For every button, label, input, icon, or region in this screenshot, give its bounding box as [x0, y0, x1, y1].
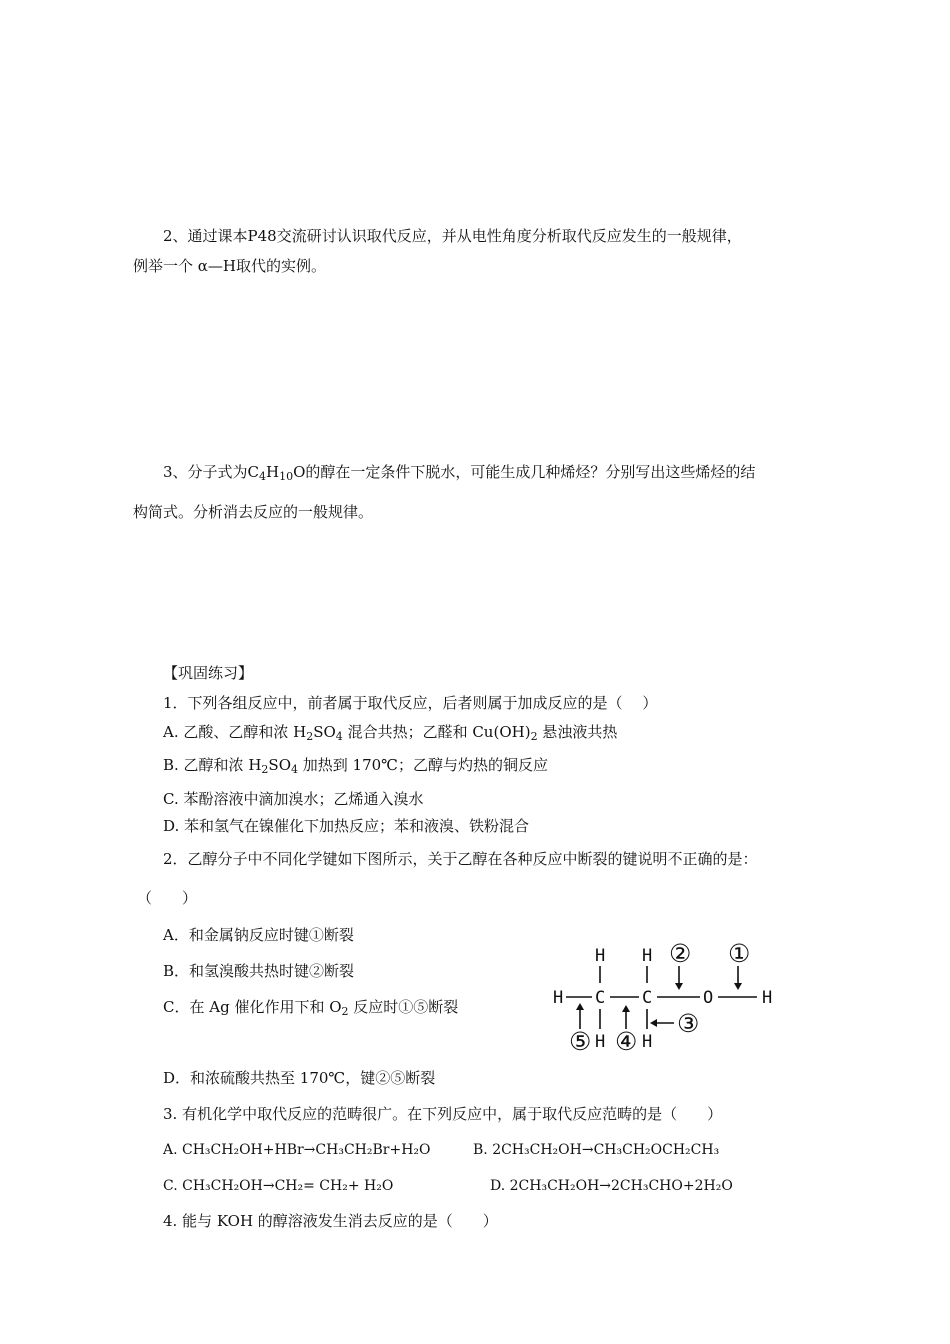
atom-h-c2-top: H [642, 946, 653, 966]
p1-stem: 1．下列各组反应中，前者属于取代反应，后者则属于加成反应的是（ ） [163, 694, 658, 712]
p1-option-c: C. 苯酚溶液中滴加溴水；乙烯通入溴水 [163, 790, 424, 808]
q2-line2: 例举一个 α—H取代的实例。 [133, 257, 326, 275]
p1-option-a [163, 722, 617, 747]
q3-text-a: 3、分子式为C [163, 463, 260, 481]
p1-a-sub3: 2 [530, 730, 538, 743]
p3-option-c: C. CH₃CH₂OH→CH₂= CH₂+ H₂O [163, 1178, 394, 1194]
bond-label-5: ⑤ [569, 1027, 592, 1056]
arrowhead-2 [675, 983, 683, 990]
bond-label-3: ③ [677, 1009, 700, 1038]
q3-subscript-2: 10 [279, 470, 294, 483]
atom-c1: C [595, 988, 606, 1008]
p1-b-sub1: 2 [261, 763, 269, 776]
atom-h-c1-top: H [595, 946, 606, 966]
q3-text-b: H [266, 463, 280, 481]
q3-text-c: O的醇在一定条件下脱水，可能生成几种烯烃？分别写出这些烯烃的结 [293, 463, 756, 481]
p1-a-sub2: 4 [335, 730, 343, 743]
atom-h-c2-bottom: H [642, 1032, 653, 1052]
p1-b-sub2: 4 [291, 763, 298, 776]
arrowhead-3 [650, 1019, 657, 1027]
p2-c-sub: 2 [341, 1005, 349, 1018]
bond-label-1: ① [728, 939, 751, 968]
p2-paren: （ ） [137, 889, 198, 907]
arrowhead-4 [622, 1005, 630, 1012]
q3-subscript-1: 4 [259, 470, 267, 483]
atom-c2: C [642, 988, 653, 1008]
p1-option-d: D. 苯和氢气在镍催化下加热反应；苯和液溴、铁粉混合 [163, 817, 530, 835]
p1-b-text3: 加热到 170℃；乙醇与灼热的铜反应 [298, 756, 548, 774]
q2-line1: 2、通过课本P48交流研讨认识取代反应，并从电性角度分析取代反应发生的一般规律， [163, 227, 742, 245]
atom-h-left: H [553, 988, 564, 1008]
q3-line2: 构简式。分析消去反应的一般规律。 [133, 503, 374, 521]
p1-a-text3: 混合共热；乙醛和 Cu(OH) [342, 723, 531, 741]
atom-h-c1-bottom: H [595, 1032, 606, 1052]
p1-a-sub1: 2 [306, 730, 314, 743]
p1-a-text2: SO [313, 723, 336, 741]
p2-c-text: C．在 Ag 催化作用下和 O [163, 998, 342, 1016]
arrowhead-5 [576, 1003, 584, 1010]
p4-stem: 4. 能与 KOH 的醇溶液发生消去反应的是（ ） [163, 1212, 498, 1230]
p2-option-d: D．和浓硫酸共热至 170℃，键②⑤断裂 [163, 1069, 436, 1087]
bond-label-4: ④ [615, 1027, 638, 1056]
p3-option-b: B. 2CH₃CH₂OH→CH₃CH₂OCH₂CH₃ [473, 1142, 720, 1158]
p2-c-text2: 反应时①⑤断裂 [348, 998, 459, 1016]
atom-h-right: H [762, 988, 773, 1008]
p2-stem: 2．乙醇分子中不同化学键如下图所示，关于乙醇在各种反应中断裂的键说明不正确的是： [163, 850, 758, 868]
p3-stem: 3. 有机化学中取代反应的范畴很广。在下列反应中，属于取代反应范畴的是（ ） [163, 1105, 723, 1123]
p1-b-text2: SO [268, 756, 291, 774]
p2-option-a: A．和金属钠反应时键①断裂 [163, 926, 354, 944]
p2-option-c [163, 997, 458, 1022]
p1-b-text: B. 乙醇和浓 H [163, 756, 262, 774]
p1-a-text4: 悬浊液共热 [537, 723, 618, 741]
p1-a-text: A. 乙酸、乙醇和浓 H [163, 723, 307, 741]
practice-heading: 【巩固练习】 [163, 664, 254, 682]
q3-line1 [163, 462, 755, 487]
arrowhead-1 [734, 983, 742, 990]
bond-label-2: ② [669, 939, 692, 968]
atom-o: O [703, 988, 714, 1008]
p1-option-b [163, 755, 548, 780]
p2-option-b: B．和氢溴酸共热时键②断裂 [163, 962, 355, 980]
ethanol-bond-diagram [545, 938, 790, 1058]
p3-option-d: D. 2CH₃CH₂OH→2CH₃CHO+2H₂O [490, 1178, 733, 1194]
p3-option-a: A. CH₃CH₂OH+HBr→CH₃CH₂Br+H₂O [163, 1142, 431, 1158]
